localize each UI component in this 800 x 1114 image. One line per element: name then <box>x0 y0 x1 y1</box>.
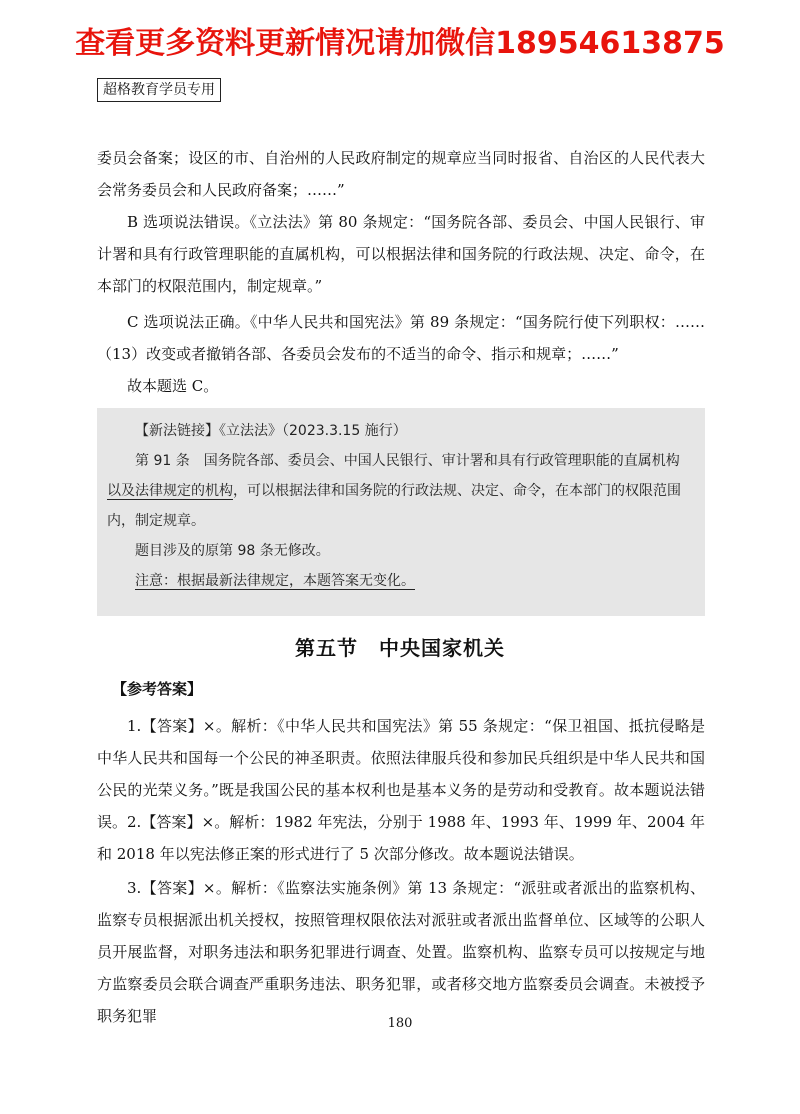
section-title: 第五节 中央国家机关 <box>295 636 505 660</box>
callout-article-underlined: 以及法律规定的机构 <box>107 483 233 499</box>
callout-article-text-2: ，可以根据法律和国务院的行政法规、决定、命令，在本部门的权限范围内，制定规章。 <box>107 483 681 529</box>
watermark-banner: 查看更多资料更新情况请加微信18954613875 <box>75 26 725 61</box>
callout-note-attention-text: 注意：根据最新法律规定，本题答案无变化。 <box>135 573 415 589</box>
paragraph-option-c: C 选项说法正确。《中华人民共和国宪法》第 89 条规定：“国务院行使下列职权：……（13）改变或者撤销各部、各委员会发布的不适当的命令、指示和规章；……” <box>97 313 705 363</box>
reference-answers-heading: 【参考答案】 <box>112 680 203 698</box>
page-number: 180 <box>387 1016 413 1031</box>
paragraph-conclusion: 故本题选 C。 <box>127 377 219 395</box>
new-law-callout <box>97 408 705 616</box>
callout-note-attention <box>107 566 693 596</box>
callout-note-unchanged: 题目涉及的原第 98 条无修改。 <box>135 543 330 559</box>
answer-2: 2.【答案】×。解析：1982 年宪法，分别于 1988 年、1993 年、1999 年、2004 年和 2018 年以宪法修正案的形式进行了 5 次部分修改。故本题说法错误。 <box>97 813 705 863</box>
callout-article-text: 第 91 条 国务院各部、委员会、中国人民银行、审计署和具有行政管理职能的直属机构 <box>135 453 680 469</box>
callout-article <box>107 446 693 536</box>
callout-heading: 【新法链接】《立法法》（2023.3.15 施行） <box>135 423 407 439</box>
paragraph-continuation: 委员会备案；设区的市、自治州的人民政府制定的规章应当同时报省、自治区的人民代表大会常务委员会和人民政府备案；……” <box>97 149 705 199</box>
answer-3: 3.【答案】×。解析：《监察法实施条例》第 13 条规定：“派驻或者派出的监察机构、监察专员根据派出机关授权，按照管理权限依法对派驻或者派出监督单位、区域等的公职人员开展监督，对职务违法和职务犯罪进行调查、处置。监察机构、监察专员可以按规定与地方监察委员会联合调查严重职务违法、职务犯罪，或者移交地方监察委员会调查。未被授予职务犯罪 <box>97 879 705 1025</box>
paragraph-option-b: B 选项说法错误。《立法法》第 80 条规定：“国务院各部、委员会、中国人民银行、审计署和具有行政管理职能的直属机构，可以根据法律和国务院的行政法规、决定、命令，在本部门的权限范围内，制定规章。” <box>97 213 705 295</box>
student-use-stamp: 超格教育学员专用 <box>97 78 221 102</box>
answer-1: 1.【答案】×。解析：《中华人民共和国宪法》第 55 条规定：“保卫祖国、抵抗侵略是中华人民共和国每一个公民的神圣职责。依照法律服兵役和参加民兵组织是中华人民共和国公民的光荣义务。”既是我国公民的基本权利也是基本义务的是劳动和受教育。故本题说法错误。 <box>97 717 705 831</box>
